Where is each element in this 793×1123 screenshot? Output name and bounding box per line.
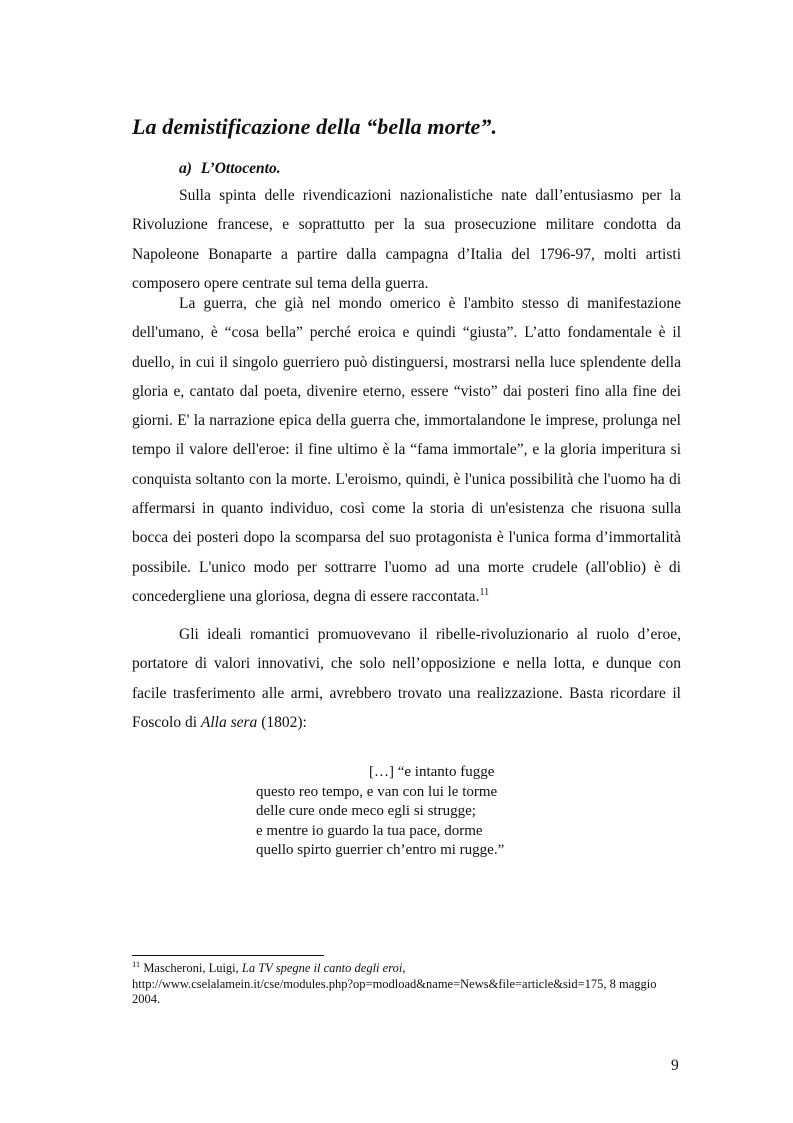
poem-line: delle cure onde meco egli si strugge; [256,803,476,819]
footnote-source: http://www.cselalamein.it/cse/modules.php?op=modload&name=News&file=article&sid=175, 8 maggio 2004. [132,976,657,1006]
poem-line: questo reo tempo, e van con lui le torme [256,783,498,800]
work-title: Alla sera [200,713,258,731]
footnote-number: 11 [132,959,141,969]
paragraph-1 [132,181,681,298]
footnote-work: La TV spegne il canto degli eroi [241,961,403,975]
subheading-marker: a) [179,160,192,177]
footnote-reference: 11 [479,586,490,598]
poem-line: quello spirto guerrier ch’entro mi rugge.” [256,842,505,858]
paragraph-3 [132,620,681,737]
paragraph-2-wrapper [132,289,681,611]
poem-quote [256,763,504,861]
footnote-author: Mascheroni, Luigi, [143,961,239,975]
paragraph-2 [132,289,681,611]
page-title: La demistificazione della “bella morte”. [132,114,498,139]
paragraph-3-text: Gli ideali romantici promuovevano il ribelle-rivoluzionario al ruolo d’eroe, portatore di valori innovativi, che solo nell’opposizione e nella lotta, e dunque con facile trasferimento alle armi, avrebbero trovato una realizzazione. Basta ricordare il Foscolo di [132,626,681,731]
footnote-separator: , [402,961,406,975]
paragraph-3-end: (1802): [261,713,307,731]
footnote [132,961,681,1008]
poem-line: e mentre io guardo la tua pace, dorme [256,822,483,839]
paragraph-1-text: Sulla spinta delle rivendicazioni nazionalistiche nate dall’entusiasmo per la Rivoluzione francese, e soprattutto per la sua prosecuzione militare condotta da Napoleone Bonaparte a partire dalla campagna d’Italia del 1796-97, molti artisti composero opere centrate sul tema della guerra. [132,187,681,292]
paragraph-3-wrapper [132,620,681,737]
footnote-divider [132,955,324,956]
paragraph-2-text: La guerra, che già nel mondo omerico è l'ambito stesso di manifestazione dell'umano, è “cosa bella” perché eroica e quindi “giusta”. L’atto fondamentale è il duello, in cui il singolo guerriero può distinguersi, mostrarsi nella luce splendente della gloria e, cantato dal poeta, divenire eterno, essere “visto” dai posteri fino alla fine dei giorni. E' la narrazione epica della guerra che, immortalandone le imprese, prolunga nel tempo il valore dell'eroe: il fine ultimo è la “fama immortale”, e la gloria imperitura si conquista soltanto con la morte. L'eroismo, quindi, è l'unica possibilità che l'uomo ha di affermarsi in quanto individuo, così come la storia di un'esistenza che risuona sulla bocca dei posteri dopo la scomparsa del suo protagonista è l'unica forma d’immortalità possibile. L'unico modo per sottrarre l'uomo ad una morte crudele (all'oblio) è di concedergliene una gloriosa, degna di essere raccontata. [132,295,681,605]
section-subheading [179,160,281,178]
poem-line: […] “e intanto fugge [369,764,495,780]
page-number: 9 [671,1057,679,1074]
subheading-text: L’Ottocento. [200,160,281,177]
